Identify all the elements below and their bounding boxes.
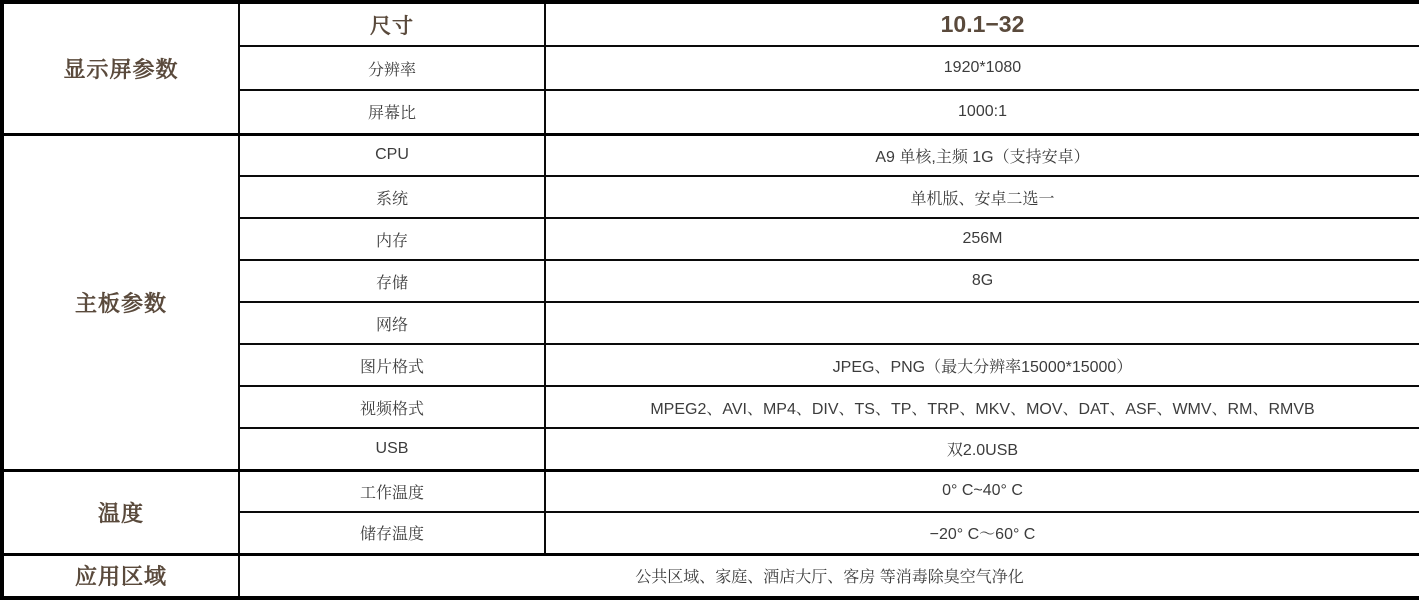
spec-label: USB	[239, 428, 545, 470]
category-cell-application: 应用区域	[2, 554, 239, 598]
spec-value: 256M	[545, 218, 1419, 260]
spec-label: 视频格式	[239, 386, 545, 428]
table-row	[2, 2, 1419, 46]
spec-label: 屏幕比	[239, 90, 545, 134]
spec-label: 系统	[239, 176, 545, 218]
spec-value: −20° C～60° C	[545, 512, 1419, 554]
spec-value: 0° C~40° C	[545, 470, 1419, 512]
spec-value: MPEG2、AVI、MP4、DIV、TS、TP、TRP、MKV、MOV、DAT、ASF、WMV、RM、RMVB	[545, 386, 1419, 428]
spec-label: 尺寸	[239, 2, 545, 46]
spec-value: 8G	[545, 260, 1419, 302]
table-row	[2, 554, 1419, 598]
spec-label: CPU	[239, 134, 545, 176]
spec-label: 工作温度	[239, 470, 545, 512]
spec-value-application: 公共区域、家庭、酒店大厅、客房 等消毒除臭空气净化	[239, 554, 1419, 598]
spec-value: 10.1−32	[545, 2, 1419, 46]
spec-label: 储存温度	[239, 512, 545, 554]
spec-value-empty	[545, 302, 1419, 344]
category-cell-temperature: 温度	[2, 470, 239, 554]
spec-label: 分辨率	[239, 46, 545, 90]
spec-value: 1920*1080	[545, 46, 1419, 90]
table-row	[2, 134, 1419, 176]
category-cell-mainboard: 主板参数	[2, 134, 239, 470]
table-row	[2, 470, 1419, 512]
spec-label: 图片格式	[239, 344, 545, 386]
spec-label: 网络	[239, 302, 545, 344]
spec-value: JPEG、PNG（最大分辨率15000*15000）	[545, 344, 1419, 386]
spec-value: 双2.0USB	[545, 428, 1419, 470]
spec-value: A9 单核,主频 1G（支持安卓）	[545, 134, 1419, 176]
spec-label: 内存	[239, 218, 545, 260]
spec-value: 单机版、安卓二选一	[545, 176, 1419, 218]
spec-value: 1000:1	[545, 90, 1419, 134]
category-cell-display: 显示屏参数	[2, 2, 239, 134]
spec-label: 存储	[239, 260, 545, 302]
